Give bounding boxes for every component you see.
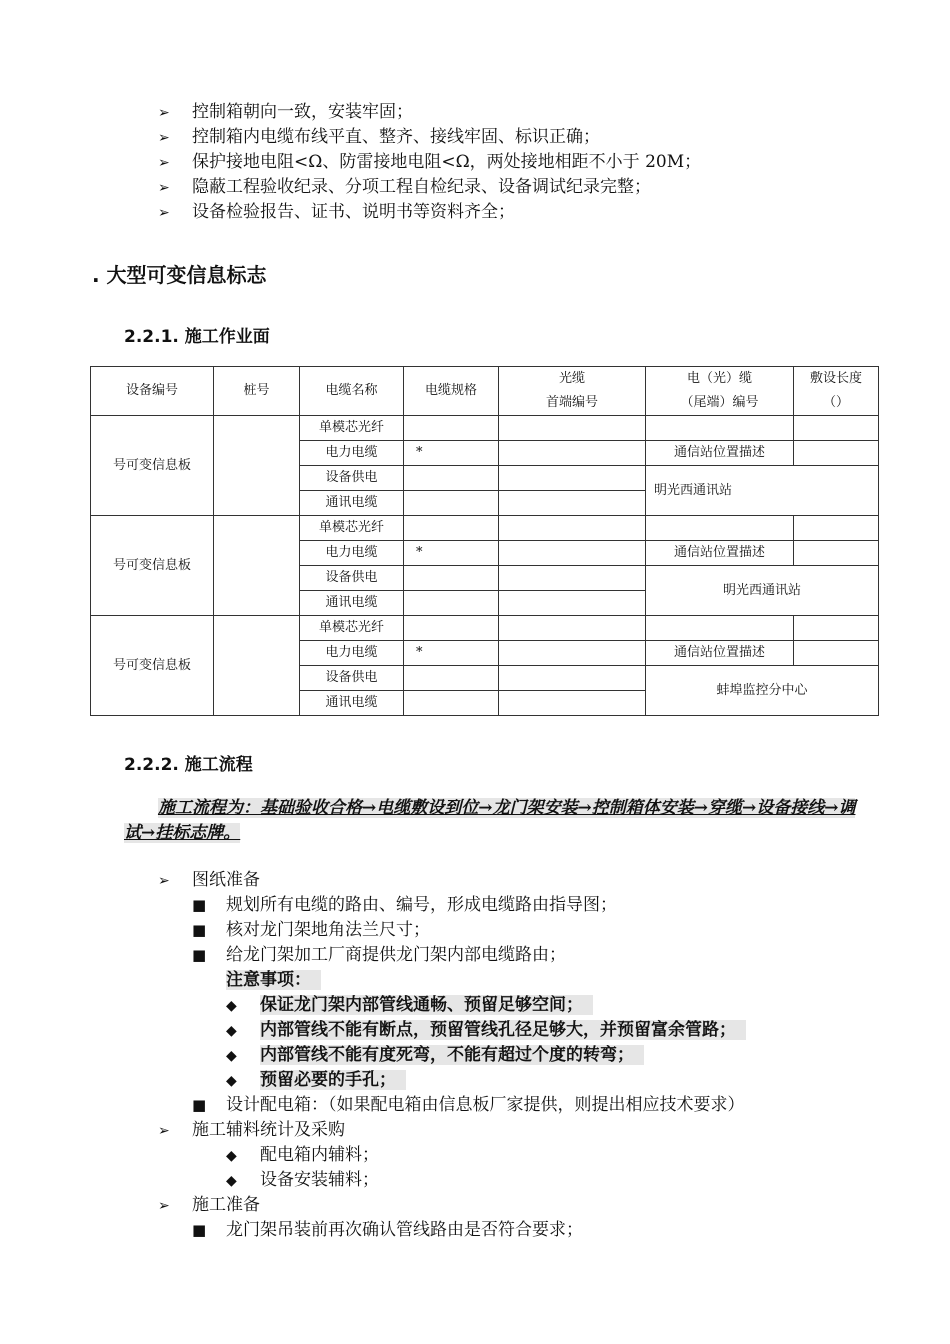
square-bullet-icon: ■: [192, 921, 207, 939]
head-no-cell: [499, 516, 646, 541]
section-heading: . 大型可变信息标志: [92, 263, 267, 287]
head-no-cell: [499, 591, 646, 616]
bullet-item: [158, 151, 701, 174]
tail-no-cell: [646, 616, 794, 641]
diamond-bullet-icon: ◆: [226, 998, 237, 1014]
cable-name-cell: 通讯电缆: [300, 691, 404, 716]
step-item: [226, 1169, 379, 1192]
spec-cell: [404, 666, 499, 691]
spec-cell: [404, 516, 499, 541]
length-cell: [794, 541, 879, 566]
cable-name-cell: 设备供电: [300, 566, 404, 591]
spec-cell: [404, 491, 499, 516]
tail-no-cell: [646, 416, 794, 441]
cable-name-cell: 通讯电缆: [300, 591, 404, 616]
head-no-cell: [499, 541, 646, 566]
square-bullet-icon: ■: [192, 1221, 207, 1239]
spec-cell: [404, 466, 499, 491]
station-desc-cell: 通信站位置描述: [646, 641, 794, 666]
step-item: [192, 1094, 745, 1116]
cable-name-cell: 单模芯光纤: [300, 616, 404, 641]
cable-table: [90, 366, 879, 716]
header-fiber-head-no: [499, 367, 646, 416]
head-no-cell: [499, 666, 646, 691]
tail-no-cell: [646, 516, 794, 541]
bullet-text: 保护接地电阻<Ω、防雷接地电阻<Ω，两处接地相距不小于 20M；: [192, 152, 702, 172]
bullet-item: [158, 101, 413, 124]
station-name-cell: 明光西通讯站: [646, 566, 879, 616]
note-item: [226, 1044, 644, 1067]
header-length: [794, 367, 879, 416]
header-tail-no: [646, 367, 794, 416]
diamond-bullet-icon: ◆: [226, 1148, 237, 1164]
arrow-bullet-icon: ➢: [158, 180, 170, 196]
cable-name-cell: 电力电缆: [300, 441, 404, 466]
head-no-cell: [499, 416, 646, 441]
note-item: [226, 1069, 406, 1092]
step-text: 施工准备: [192, 1195, 260, 1215]
cable-name-cell: 电力电缆: [300, 541, 404, 566]
spec-cell: *: [404, 441, 499, 466]
step-text: 给龙门架加工厂商提供龙门架内部电缆路由；: [226, 945, 566, 965]
head-no-cell: [499, 616, 646, 641]
length-cell: [794, 516, 879, 541]
length-cell: [794, 441, 879, 466]
spec-cell: *: [404, 541, 499, 566]
station-name-cell: 明光西通讯站: [646, 466, 879, 516]
spec-cell: [404, 566, 499, 591]
cable-name-cell: 单模芯光纤: [300, 416, 404, 441]
flow-paragraph: [124, 796, 864, 846]
length-cell: [794, 641, 879, 666]
arrow-bullet-icon: ➢: [158, 1123, 170, 1139]
square-bullet-icon: ■: [192, 896, 207, 914]
head-no-cell: [499, 491, 646, 516]
bullet-text: 设备检验报告、证书、说明书等资料齐全；: [192, 202, 515, 222]
spec-cell: [404, 691, 499, 716]
head-no-cell: [499, 441, 646, 466]
spec-cell: [404, 616, 499, 641]
subsection-heading-workface: 2.2.1. 施工作业面: [124, 327, 270, 347]
step-item: [192, 894, 617, 916]
step-text: 图纸准备: [192, 870, 260, 890]
note-text: 内部管线不能有断点，预留管线孔径足够大，并预留富余管路；: [260, 1020, 746, 1040]
note-item: [226, 1019, 746, 1042]
header-line: 敷设长度: [809, 371, 862, 386]
notes-title: [226, 969, 321, 991]
table-row: [91, 416, 879, 441]
spec-cell: [404, 416, 499, 441]
cable-name-cell: 设备供电: [300, 466, 404, 491]
length-cell: [794, 616, 879, 641]
arrow-bullet-icon: ➢: [158, 130, 170, 146]
arrow-bullet-icon: ➢: [158, 205, 170, 221]
header-line: 首端编号: [545, 395, 598, 410]
step-item: [192, 1219, 583, 1241]
pile-cell: [214, 616, 300, 716]
cable-name-cell: 设备供电: [300, 666, 404, 691]
table-row: [91, 516, 879, 541]
header-cable-name: 电缆名称: [300, 367, 404, 416]
subsection-heading-flow: 2.2.2. 施工流程: [124, 755, 253, 775]
spec-cell: [404, 591, 499, 616]
step-text: 施工辅料统计及采购: [192, 1120, 345, 1140]
station-name-cell: 蚌埠监控分中心: [646, 666, 879, 716]
pile-cell: [214, 416, 300, 516]
header-line: 光缆: [558, 371, 585, 386]
step-item: [192, 944, 566, 966]
header-line: （尾端）编号: [680, 395, 759, 410]
table-row: [91, 616, 879, 641]
arrow-bullet-icon: ➢: [158, 1198, 170, 1214]
arrow-bullet-icon: ➢: [158, 105, 170, 121]
header-cable-spec: 电缆规格: [404, 367, 499, 416]
note-item: [226, 994, 593, 1017]
notes-title-text: 注意事项：: [226, 970, 321, 990]
bullet-text: 隐蔽工程验收纪录、分项工程自检纪录、设备调试纪录完整；: [192, 177, 651, 197]
station-desc-cell: 通信站位置描述: [646, 441, 794, 466]
step-item: [192, 919, 430, 941]
bullet-item: [158, 176, 651, 199]
length-cell: [794, 416, 879, 441]
flow-text: 施工流程为：基础验收合格→电缆敷设到位→龙门架安装→控制箱体安装→穿缆→设备接线→调试→挂标志牌。: [124, 798, 856, 843]
step-text: 规划所有电缆的路由、编号，形成电缆路由指导图；: [226, 895, 617, 915]
step-text: 龙门架吊装前再次确认管线路由是否符合要求；: [226, 1220, 583, 1240]
equipment-cell: 号可变信息板: [91, 616, 214, 716]
equipment-cell: 号可变信息板: [91, 516, 214, 616]
header-equipment-no: 设备编号: [91, 367, 214, 416]
head-no-cell: [499, 641, 646, 666]
diamond-bullet-icon: ◆: [226, 1173, 237, 1189]
step-item: [158, 1194, 260, 1217]
header-pile-no: 桩号: [214, 367, 300, 416]
bullet-item: [158, 201, 515, 224]
head-no-cell: [499, 691, 646, 716]
table-header-row: [91, 367, 879, 416]
diamond-bullet-icon: ◆: [226, 1073, 237, 1089]
cable-name-cell: 电力电缆: [300, 641, 404, 666]
bullet-text: 控制箱朝向一致，安装牢固；: [192, 102, 413, 122]
station-desc-cell: 通信站位置描述: [646, 541, 794, 566]
header-line: 电（光）缆: [686, 371, 752, 386]
note-text: 内部管线不能有度死弯，不能有超过个度的转弯；: [260, 1045, 644, 1065]
spec-cell: *: [404, 641, 499, 666]
arrow-bullet-icon: ➢: [158, 155, 170, 171]
head-no-cell: [499, 566, 646, 591]
equipment-cell: 号可变信息板: [91, 416, 214, 516]
cable-name-cell: 单模芯光纤: [300, 516, 404, 541]
bullet-item: [158, 126, 600, 149]
square-bullet-icon: ■: [192, 1096, 207, 1114]
cable-name-cell: 通讯电缆: [300, 491, 404, 516]
step-text: 设备安装辅料；: [260, 1170, 379, 1190]
header-line: （）: [822, 395, 849, 410]
note-text: 预留必要的手孔；: [260, 1070, 406, 1090]
diamond-bullet-icon: ◆: [226, 1023, 237, 1039]
step-text: 设计配电箱：（如果配电箱由信息板厂家提供，则提出相应技术要求）: [226, 1095, 745, 1115]
step-item: [226, 1144, 379, 1167]
step-text: 配电箱内辅料；: [260, 1145, 379, 1165]
step-text: 核对龙门架地角法兰尺寸；: [226, 920, 430, 940]
square-bullet-icon: ■: [192, 946, 207, 964]
step-item: [158, 1119, 345, 1142]
head-no-cell: [499, 466, 646, 491]
arrow-bullet-icon: ➢: [158, 873, 170, 889]
note-text: 保证龙门架内部管线通畅、预留足够空间；: [260, 995, 593, 1015]
diamond-bullet-icon: ◆: [226, 1048, 237, 1064]
bullet-text: 控制箱内电缆布线平直、整齐、接线牢固、标识正确；: [192, 127, 600, 147]
step-item: [158, 869, 260, 892]
pile-cell: [214, 516, 300, 616]
